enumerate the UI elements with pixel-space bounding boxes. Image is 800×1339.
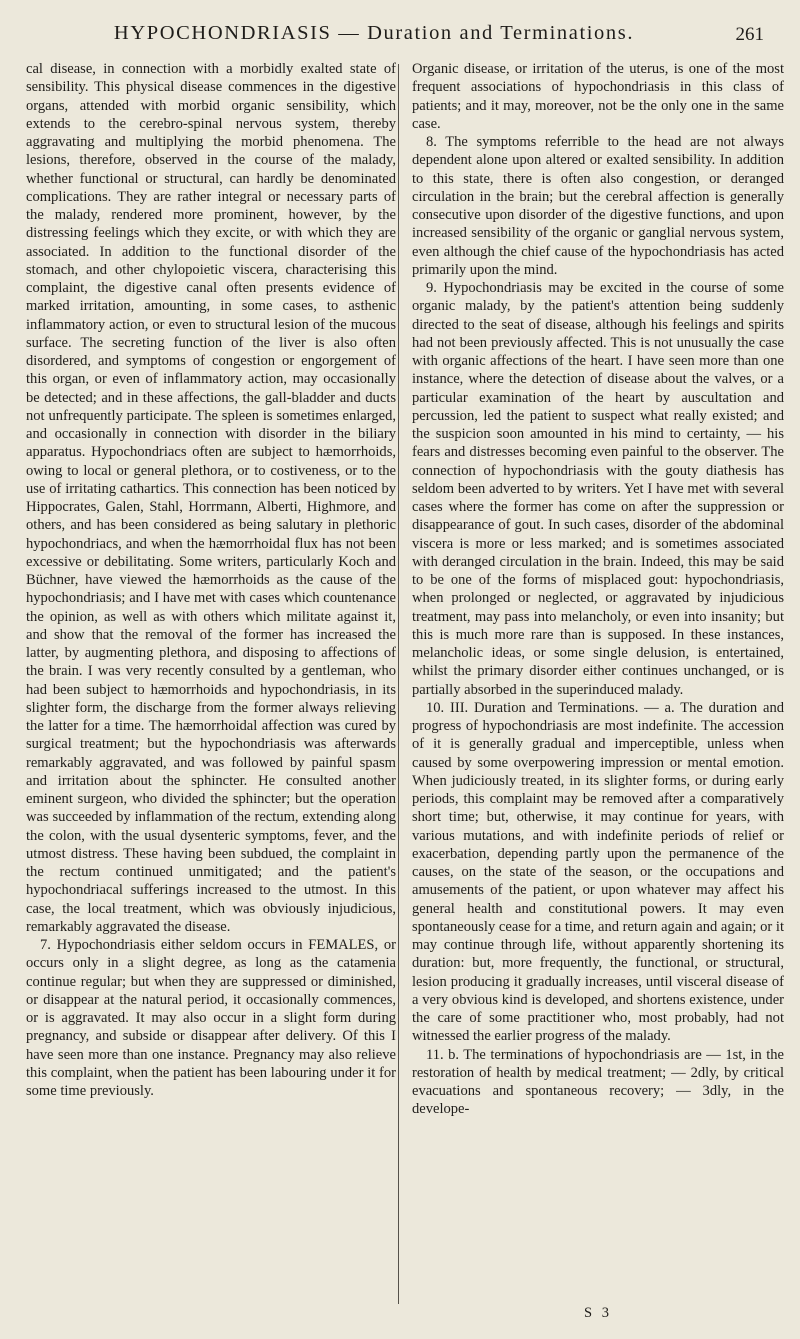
column-divider (398, 64, 399, 1304)
paragraph: 11. b. The terminations of hypochondriasis are — 1st, in the restoration of health by medical treatment; — 2dly, by critical evacuations and spontaneous recovery; — 3dly, in the develope- (412, 1046, 784, 1118)
running-head: HYPOCHONDRIASIS — Duration and Terminations. (113, 22, 635, 44)
page-number: 261 (735, 24, 764, 45)
page-header (26, 16, 782, 56)
paragraph: Organic disease, or irritation of the uterus, is one of the most frequent associations of hypochondriasis in this class of patients; and it may, moreover, not be the only one in the same case. (412, 61, 784, 132)
left-column (26, 60, 396, 1100)
right-column (412, 60, 784, 1119)
signature-mark: S 3 (584, 1305, 612, 1321)
paragraph: 9. Hypochondriasis may be excited in the course of some organic malady, by the patient's attention being suddenly directed to the seat of disease, although his feelings and spirits had not been previously affected. This is not unusually the case with organic affections of the heart. I have seen more than one instance, where the detection of disease about the valves, or a particular examination of the heart by auscultation and percussion, led the patient to suspect what really existed; and the suspicion soon amounted in his mind to certainty, — his fears and distresses becoming even painful to the observer. The connection of hypochondriasis with the gouty diathesis has seldom been adverted to by writers. Yet I have met with several cases where the former has come on after the suppression or disappearance of gout. In such cases, disorder of the abdominal viscera is more or less marked; and is sometimes associated with deranged circulation in the brain. Indeed, this may be said to be one of the forms of misplaced gout: hypochondriasis, when prolonged or neglected, or aggravated by injudicious treatment, may pass into melancholy, or even into insanity; but this is much more rare than is supposed. In these instances, melancholic ideas, or some single delusion, is entertained, whilst the primary disorder either continues unchanged, or is partially absorbed in the superinduced malady. (412, 280, 784, 698)
paragraph: 7. Hypochondriasis either seldom occurs in FEMALES, or occurs only in a slight degree, as long as the catamenia continue regular; but when they are suppressed or diminished, or disappear at the natural period, it occasionally commences, or is aggravated. It may also occur in a slight form during pregnancy, and subside or disappear after delivery. Of this I have seen more than one instance. Pregnancy may also relieve this complaint, when the patient has been labouring under it for some time previously. (26, 937, 396, 1099)
paragraph: 8. The symptoms referrible to the head are not always dependent alone upon altered or exalted sensibility. In addition to this state, there is often also congestion, or deranged circulation in the brain; but the cerebral affection is generally consecutive upon disorder of the digestive functions, and upon increased sensibility of the organic or ganglial nervous system, even although the chief cause of the hypochondriasis has acted primarily upon the mind. (412, 134, 784, 278)
paragraph: 10. III. Duration and Terminations. — a. The duration and progress of hypochondriasis are most indefinite. The accession of it is generally gradual and imperceptible, unless when caused by some overpowering impression or mental emotion. When judiciously treated, in its slighter forms, or during early periods, this complaint may be removed after a comparatively short time; but, otherwise, it may continue for years, with various mutations, and with indefinite periods of relief or exacerbation, depending partly upon the permanence of the causes, on the state of the season, or the occupations and amusements of the patient, or upon whatever may affect his general health and constitutional powers. It may even spontaneously cease for a time, and return again and again; or it may continue through life, without apparently shortening its duration: but, more frequently, the functional, or structural, lesion producing it gradually increases, until visceral disease of a very obvious kind is developed, and shortens existence, under the care of some practitioner who, most probably, had not witnessed the earlier progress of the malady. (412, 699, 784, 1045)
paragraph: cal disease, in connection with a morbidly exalted state of sensibility. This physical disease commences in the digestive organs, attended with morbid organic sensibility, which extends to the cerebro-spinal nervous system, thereby aggravating and multiplying the morbid phenomena. The lesions, therefore, observed in the course of the malady, whether functional or structural, can hardly be denominated complications. They are rather integral or necessary parts of the malady, rendered more prominent, however, by the distressing feelings which they excite, or with which they are associated. In addition to the functional disorder of the stomach, and other chylopoietic viscera, characterising this complaint, the digestive canal often presents evidence of marked irritation, amounting, in some cases, to asthenic inflammatory action, or even to structural lesion of the mucous surface. The secreting function of the liver is also often disordered, and symptoms of congestion or engorgement of this organ, or even of inflammatory action, may occasionally be detected; and in these affections, the gall-bladder and ducts not unfrequently participate. The spleen is sometimes enlarged, and occasionally in connection with disorder in the biliary apparatus. Hypochondriacs often are subject to hæmorrhoids, owing to local or general plethora, or to costiveness, or to the use of irritating cathartics. This connection has been noticed by Hippocrates, Galen, Stahl, Horrmann, Alberti, Highmore, and others, and has been considered as being salutary in plethoric hypochondriacs, and when the hæmorrhoidal flux has not been excessive or debilitating. Some writers, particularly Koch and Büchner, have viewed the hæmorrhoids as the cause of the hypochondriasis; and I have met with cases which countenance the opinion, as well as with others which militate against it, and show that the removal of the former has increased the latter, by augmenting plethora, and disposing to affections of the brain. I was very recently consulted by a gentleman, who had been subject to hæmorrhoids and hypochondriasis, in its slighter form, the discharge from the former always relieving the latter for a time. The hæmorrhoidal affection was cured by surgical treatment; but the hypochondriasis was afterwards remarkably aggravated, and was followed by painful spasm and irritation about the sphincter. He consulted another eminent surgeon, who divided the sphincter; but the operation was succeeded by inflammation of the rectum, extending along the colon, with the usual dysenteric symptoms, fever, and the utmost distress. These having been subdued, the complaint in the rectum continued unmitigated; and the patient's hypochondriacal sufferings increased to the utmost. In this case, the local treatment, which was obviously injudicious, remarkably aggravated the disease. (26, 61, 396, 935)
